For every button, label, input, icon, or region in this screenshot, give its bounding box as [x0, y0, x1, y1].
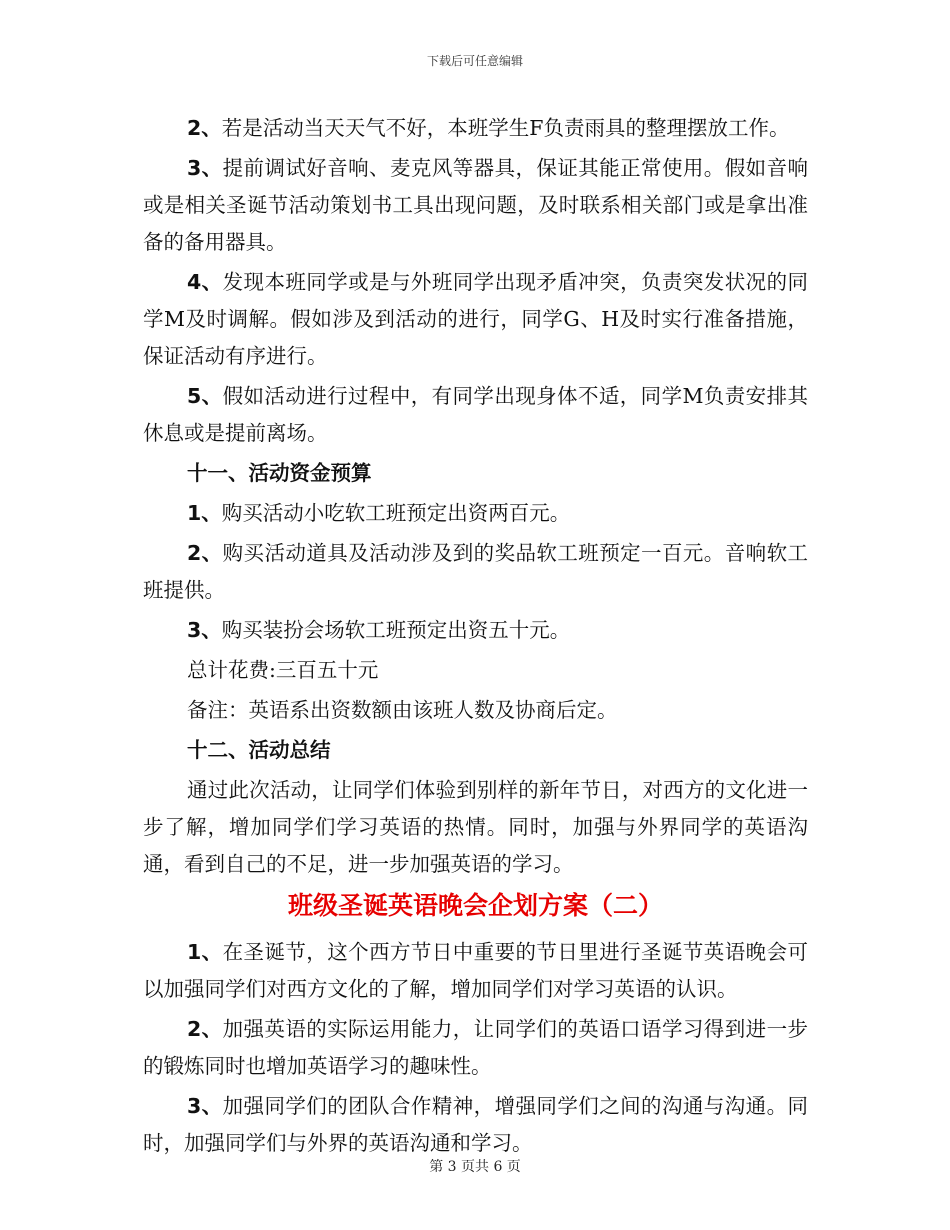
list-number: 5、 [187, 384, 223, 408]
paragraph-text: 总计花费:三百五十元 [187, 658, 379, 682]
paragraph-text: 提前调试好音响、麦克风等器具，保证其能正常使用。假如音响或是相关圣诞节活动策划书工具出现问题，及时联系相关部门或是拿出准备的备用器具。 [143, 156, 808, 254]
paragraph-text: 在圣诞节，这个西方节日中重要的节日里进行圣诞节英语晚会可以加强同学们对西方文化的了解，增加同学们对学习英语的认识。 [143, 940, 808, 1001]
paragraph [143, 612, 808, 649]
paragraph-text: 备注：英语系出资数额由该班人数及协商后定。 [187, 698, 618, 722]
paragraph [143, 378, 808, 452]
paragraph [143, 110, 808, 147]
document-title: 班级圣诞英语晚会企划方案（二） [287, 891, 663, 920]
paragraph-text: 购买装扮会场软工班预定出资五十元。 [221, 618, 571, 642]
list-number: 2、 [187, 1017, 223, 1041]
list-number: 1、 [187, 501, 222, 525]
paragraph [143, 934, 808, 1008]
paragraph-text: 通过此次活动，让同学们体验到别样的新年节日，对西方的文化进一步了解，增加同学们学习英语的热情。同时，加强与外界同学的英语沟通，看到自己的不足，进一步加强英语的学习。 [143, 778, 808, 876]
paragraph [143, 652, 808, 689]
list-number: 3、 [187, 618, 222, 642]
section-heading: 十一、活动资金预算 [187, 461, 372, 485]
list-number: 2、 [187, 541, 223, 565]
document-body [143, 110, 808, 1165]
paragraph-text: 假如活动进行过程中，有同学出现身体不适，同学M负责安排其休息或是提前离场。 [143, 384, 808, 445]
list-number: 1、 [187, 940, 223, 964]
paragraph [143, 495, 808, 532]
list-number: 2、 [187, 116, 222, 140]
paragraph-text: 发现本班同学或是与外班同学出现矛盾冲突，负责突发状况的同学M及时调解。假如涉及到活动的进行，同学G、H及时实行准备措施，保证活动有序进行。 [143, 270, 808, 368]
paragraph [143, 264, 808, 375]
paragraph-text: 加强英语的实际运用能力，让同学们的英语口语学习得到进一步的锻炼同时也增加英语学习的趣味性。 [143, 1017, 808, 1078]
paragraph [143, 1011, 808, 1085]
paragraph-text: 购买活动小吃软工班预定出资两百元。 [221, 501, 571, 525]
paragraph-text: 加强同学们的团队合作精神，增强同学们之间的沟通与沟通。同时，加强同学们与外界的英语沟通和学习。 [143, 1094, 808, 1155]
section-heading: 十二、活动总结 [187, 738, 331, 762]
page-header: 下载后可任意编辑 [426, 54, 523, 68]
list-number: 3、 [187, 156, 223, 180]
paragraph-text: 购买活动道具及活动涉及到的奖品软工班预定一百元。音响软工班提供。 [143, 541, 808, 602]
paragraph-text: 若是活动当天天气不好，本班学生F负责雨具的整理摆放工作。 [221, 116, 790, 140]
list-number: 4、 [187, 270, 223, 294]
list-number: 3、 [187, 1094, 223, 1118]
paragraph [143, 535, 808, 609]
paragraph [143, 1088, 808, 1162]
page-footer: 第 3 页共 6 页 [429, 1159, 521, 1175]
paragraph [143, 692, 808, 729]
paragraph [143, 772, 808, 883]
paragraph [143, 150, 808, 261]
